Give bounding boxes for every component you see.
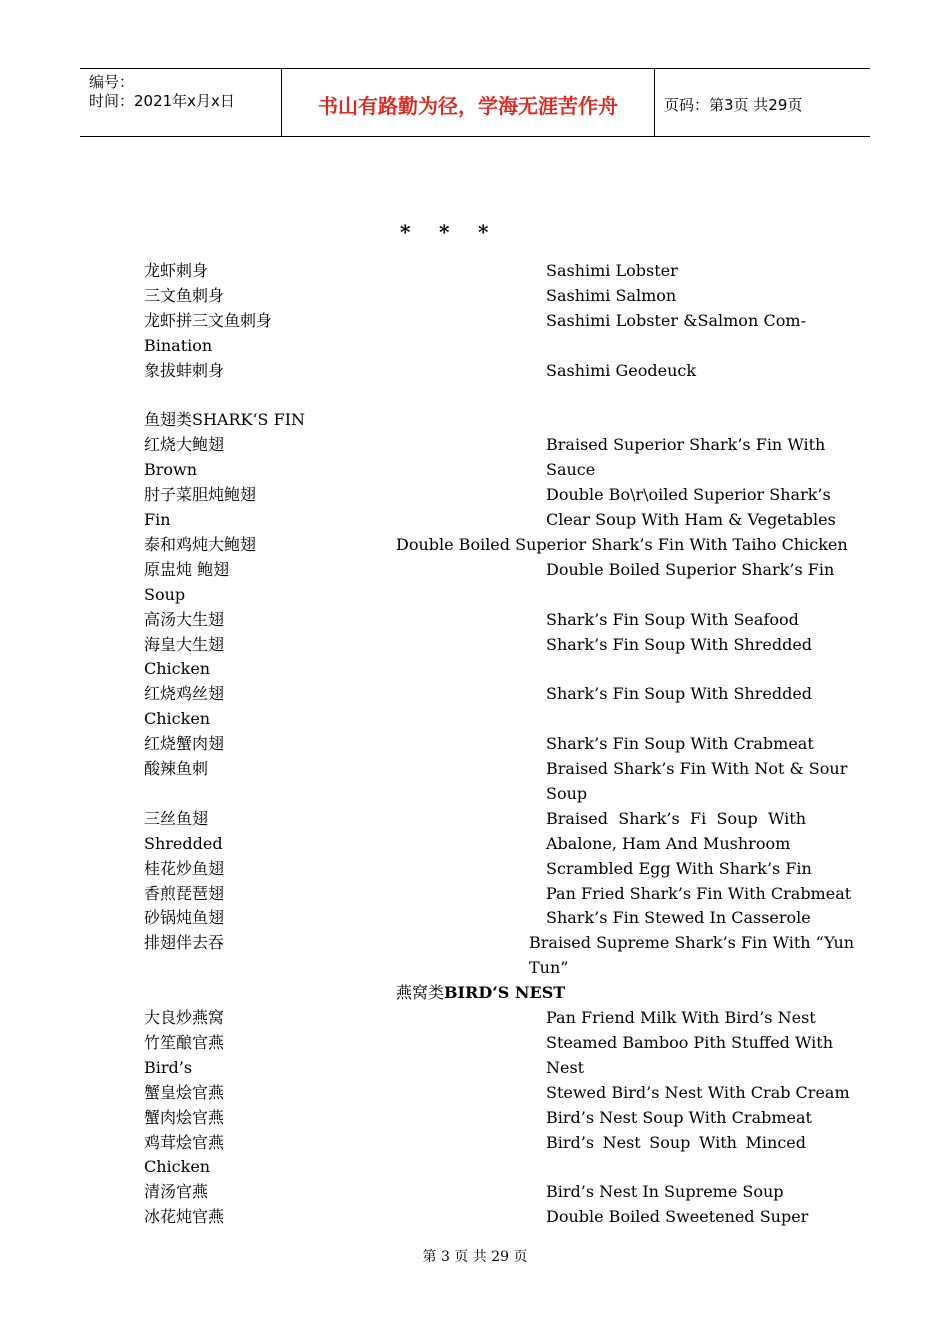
dish-name-zh: Chicken xyxy=(144,709,211,729)
dish-name-zh: 砂锅炖鱼翅 xyxy=(144,908,225,928)
dish-name-en: Sauce xyxy=(546,460,596,480)
dish-name-zh: 桂花炒鱼翅 xyxy=(144,858,225,878)
dish-name-en: Soup xyxy=(546,783,588,803)
header-date-label: 时间：2021年x月x日 xyxy=(89,92,235,110)
dish-name-zh: Bination xyxy=(144,335,213,355)
dish-name-zh: 蟹皇烩官燕 xyxy=(144,1082,225,1102)
dish-name-en: Shark’s Fin Soup With Shredded xyxy=(546,634,813,654)
dish-name-zh: Fin xyxy=(144,510,171,529)
separator-stars xyxy=(400,220,520,244)
header-number-label: 编号： xyxy=(89,73,135,91)
page-footer: 第 3 页 共 29 页 xyxy=(422,1249,528,1265)
dish-name-en: Sashimi Geodeuck xyxy=(546,360,697,380)
section-heading-en: BIRD‘S NEST xyxy=(444,983,566,1003)
header-bottom-rule xyxy=(80,136,870,137)
dish-name-zh: 清汤官燕 xyxy=(144,1182,209,1202)
dish-name-zh: Chicken xyxy=(144,659,211,679)
dish-name-zh: 排翅伴去吞 xyxy=(144,933,225,953)
dish-name-zh: 竹笙酿官燕 xyxy=(144,1032,225,1052)
dish-name-en: Sashimi Lobster xyxy=(546,261,678,280)
header-top-rule xyxy=(80,68,870,69)
dish-name-zh: 蟹肉烩官燕 xyxy=(144,1107,225,1127)
dish-name-en: Shark’s Fin Soup With Shredded xyxy=(546,684,813,704)
dish-name-zh: Chicken xyxy=(144,1157,211,1177)
dish-name-en: Double Boiled Sweetened Super xyxy=(546,1207,809,1227)
dish-name-en: Nest xyxy=(546,1057,585,1077)
dish-name-zh: Shredded xyxy=(144,833,223,853)
dish-name-en: Pan Friend Milk With Bird’s Nest xyxy=(546,1008,816,1027)
dish-name-zh: 红烧鸡丝翅 xyxy=(144,684,225,704)
dish-name-en: Steamed Bamboo Pith Stuffed With xyxy=(546,1032,834,1052)
dish-name-en: Scrambled Egg With Shark’s Fin xyxy=(546,858,812,878)
dish-name-zh: 鸡茸烩官燕 xyxy=(144,1132,225,1152)
dish-name-en: Shark’s Fin Soup With Seafood xyxy=(546,609,799,629)
dish-name-zh: 肘子菜胆炖鲍翅 xyxy=(144,485,257,505)
dish-name-en: Bird’s Nest Soup With Minced xyxy=(546,1132,806,1152)
section-heading xyxy=(396,980,565,1005)
dish-name-en: Bird’s Nest In Supreme Soup xyxy=(546,1182,784,1202)
dish-name-zh: 象拔蚌刺身 xyxy=(144,360,225,380)
dish-name-zh: 酸辣鱼刺 xyxy=(144,759,209,778)
dish-name-zh: 高汤大生翅 xyxy=(144,609,225,629)
dish-name-zh: 原盅炖 鲍翅 xyxy=(144,559,230,579)
dish-name-en: Tun” xyxy=(529,958,569,978)
dish-name-en: Braised Shark’s Fin With Not & Sour xyxy=(546,759,848,778)
dish-name-en: Double Bo\r\oiled Superior Shark’s xyxy=(546,485,831,505)
header-divider-right xyxy=(654,68,655,136)
section-heading-zh: 燕窝类 xyxy=(396,983,445,1003)
dish-name-en: Shark’s Fin Stewed In Casserole xyxy=(546,908,811,928)
dish-name-zh: 红烧大鲍翅 xyxy=(144,435,225,455)
dish-name-zh: 龙虾刺身 xyxy=(144,261,209,280)
dish-name-zh: 鱼翅类SHARK‘S FIN xyxy=(144,410,306,430)
dish-name-zh: 香煎琵琶翅 xyxy=(144,883,225,903)
dish-name-zh: 三丝鱼翅 xyxy=(144,808,209,828)
dish-name-zh: Bird’s xyxy=(144,1057,193,1077)
dish-name-en: Stewed Bird’s Nest With Crab Cream xyxy=(546,1082,850,1102)
dish-name-en: Double Boiled Superior Shark’s Fin With Taiho Chicken xyxy=(396,534,848,554)
dish-name-en: Pan Fried Shark’s Fin With Crabmeat xyxy=(546,883,852,903)
dish-name-zh: Soup xyxy=(144,584,186,604)
header-motto: 书山有路勤为径，学海无涯苦作舟 xyxy=(318,94,618,118)
dish-name-en: Braised Superior Shark’s Fin With xyxy=(546,435,826,455)
dish-name-en: Shark’s Fin Soup With Crabmeat xyxy=(546,734,814,754)
dish-name-zh: 三文鱼刺身 xyxy=(144,285,225,305)
dish-name-en: Sashimi Lobster &Salmon Com- xyxy=(546,310,806,330)
dish-name-en: Abalone, Ham And Mushroom xyxy=(546,833,791,853)
dish-name-zh: 泰和鸡炖大鲍翅 xyxy=(144,534,257,554)
dish-name-en: Clear Soup With Ham & Vegetables xyxy=(546,510,836,529)
separator-star: * xyxy=(439,220,450,244)
separator-star: * xyxy=(400,220,411,244)
separator-star: * xyxy=(478,220,489,244)
dish-name-zh: Brown xyxy=(144,460,198,480)
dish-name-zh: 海皇大生翅 xyxy=(144,634,225,654)
dish-name-en: Double Boiled Superior Shark’s Fin xyxy=(546,559,835,579)
dish-name-en: Bird’s Nest Soup With Crabmeat xyxy=(546,1107,812,1127)
dish-name-en: Braised Supreme Shark’s Fin With “Yun xyxy=(529,933,855,953)
dish-name-zh: 冰花炖官燕 xyxy=(144,1207,225,1227)
dish-name-en: Braised Shark’s Fi Soup With xyxy=(546,808,806,828)
header-page-label: 页码：第3页 共29页 xyxy=(664,96,803,114)
dish-name-zh: 龙虾拼三文鱼刺身 xyxy=(144,310,273,330)
dish-name-zh: 红烧蟹肉翅 xyxy=(144,734,225,754)
dish-name-zh: 大良炒燕窝 xyxy=(144,1008,225,1027)
dish-name-en: Sashimi Salmon xyxy=(546,285,677,305)
